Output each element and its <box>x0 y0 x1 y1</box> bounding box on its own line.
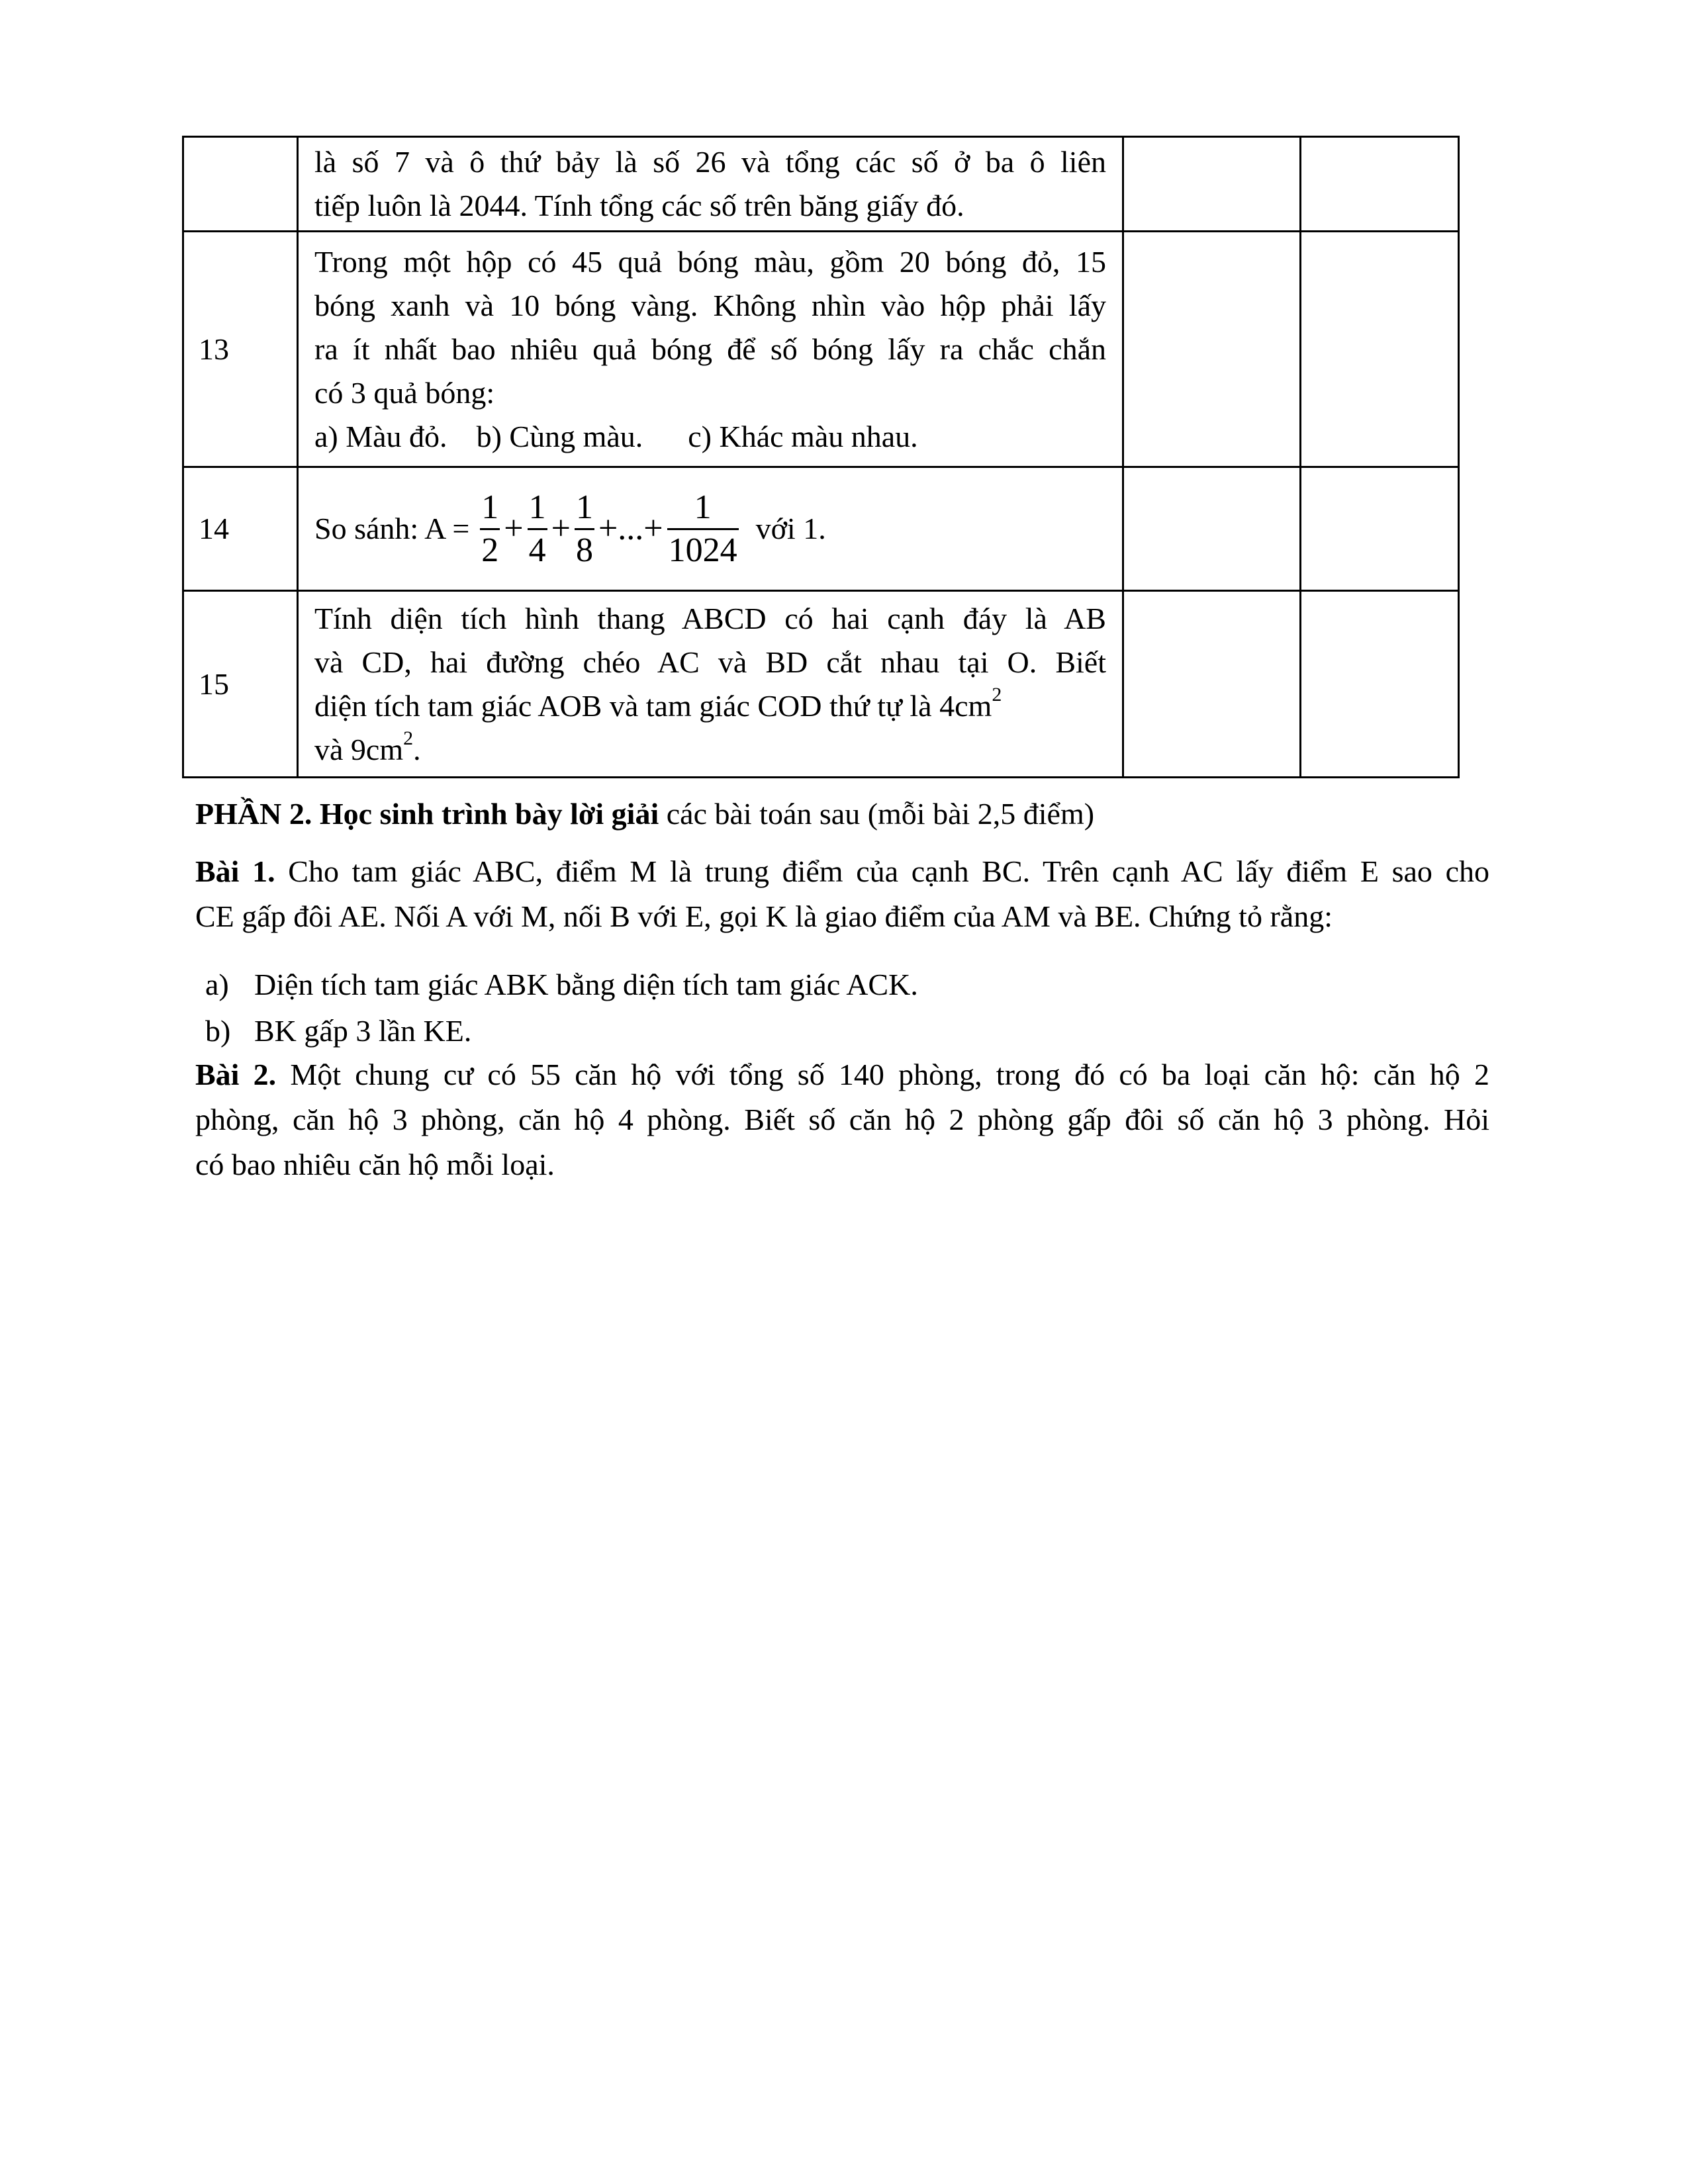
text-segment: Cho tam giác ABC, điểm M là trung điểm của cạnh BC. Trên cạnh AC lấy điểm E sao cho <box>275 854 1490 888</box>
part2-bold: PHẦN 2. Học sinh trình bày lời giải <box>195 797 659 831</box>
question-table <box>182 136 1460 778</box>
list-item <box>205 962 918 1007</box>
option-b: b) Cùng màu. <box>476 419 643 453</box>
question-text <box>298 232 1123 467</box>
text-segment: diện tích tam giác AOB và tam giác COD thứ tự là 4cm <box>314 688 992 723</box>
options-line <box>314 415 1106 459</box>
text-segment: Một chung cư có 55 căn hộ với tổng số 140 phòng, trong đó có ba loại căn hộ: căn hộ 2 <box>276 1058 1489 1091</box>
superscript: 2 <box>403 727 414 750</box>
table-row <box>183 232 1459 467</box>
table-row <box>183 591 1459 778</box>
text-line <box>314 728 1106 772</box>
part2-rest: các bài toán sau (mỗi bài 2,5 điểm) <box>659 797 1095 831</box>
denominator: 8 <box>575 531 593 569</box>
bai1-paragraph <box>195 849 1489 939</box>
text-line: là số 7 và ô thứ bảy là số 26 và tổng các số ở ba ô liên <box>314 145 1106 179</box>
text-line: phòng, căn hộ 3 phòng, căn hộ 4 phòng. Biết số căn hộ 2 phòng gấp đôi số căn hộ 3 phòng. Hỏi <box>195 1103 1489 1136</box>
table-row <box>183 467 1459 591</box>
text-segment: . <box>413 732 421 766</box>
bai2-paragraph <box>195 1052 1489 1187</box>
numerator: 1 <box>667 487 739 530</box>
text-line: tiếp luôn là 2044. Tính tổng các số trên băng giấy đó. <box>314 189 964 222</box>
text-line: ra ít nhất bao nhiêu quả bóng để số bóng lấy ra chắc chắn <box>314 332 1106 366</box>
option-a: a) Màu đỏ. <box>314 419 447 453</box>
text-line <box>195 1052 1489 1097</box>
score-cell <box>1301 467 1459 591</box>
row-number: 14 <box>183 467 298 591</box>
item-text: Diện tích tam giác ABK bằng diện tích tam giác ACK. <box>254 968 918 1001</box>
fraction <box>575 487 594 571</box>
bai1-label: Bài 1. <box>195 854 275 888</box>
item-label: b) <box>205 1014 231 1048</box>
option-c: c) Khác màu nhau. <box>688 419 918 453</box>
answer-cell <box>1123 232 1301 467</box>
fraction <box>667 487 739 571</box>
denominator: 2 <box>481 531 499 569</box>
numerator: 1 <box>575 487 594 530</box>
row-number: 13 <box>183 232 298 467</box>
bai2-label: Bài 2. <box>195 1058 277 1091</box>
numerator: 1 <box>480 487 500 530</box>
score-cell <box>1301 137 1459 232</box>
text-segment: và 9cm <box>314 732 404 766</box>
question-text <box>298 137 1123 232</box>
score-cell <box>1301 232 1459 467</box>
numerator: 1 <box>528 487 547 530</box>
text-line: Tính diện tích hình thang ABCD có hai cạnh đáy là AB <box>314 601 1106 635</box>
item-label: a) <box>205 968 229 1001</box>
table-row <box>183 137 1459 232</box>
text-line: có 3 quả bóng: <box>314 375 495 410</box>
answer-cell <box>1123 137 1301 232</box>
text-line <box>195 849 1489 894</box>
ellipsis: +...+ <box>598 510 663 547</box>
score-cell <box>1301 591 1459 778</box>
math-expression <box>314 471 1106 587</box>
part2-heading <box>195 792 1489 837</box>
fraction <box>480 487 500 571</box>
plus-sign: + <box>504 510 524 547</box>
answer-cell <box>1123 467 1301 591</box>
denominator: 4 <box>528 531 546 569</box>
superscript: 2 <box>992 684 1002 706</box>
text-line: Trong một hộp có 45 quả bóng màu, gồm 20 bóng đỏ, 15 <box>314 244 1106 279</box>
text-line <box>314 684 1106 728</box>
list-item <box>205 1009 471 1054</box>
math-suffix: với 1. <box>755 512 826 545</box>
text-line: và CD, hai đường chéo AC và BD cắt nhau tại O. Biết <box>314 645 1106 679</box>
question-text <box>298 467 1123 591</box>
answer-cell <box>1123 591 1301 778</box>
plus-sign: + <box>551 510 571 547</box>
fraction <box>528 487 547 571</box>
row-number <box>183 137 298 232</box>
text-line: có bao nhiêu căn hộ mỗi loại. <box>195 1148 555 1181</box>
row-number: 15 <box>183 591 298 778</box>
question-text <box>298 591 1123 778</box>
item-text: BK gấp 3 lần KE. <box>254 1014 472 1048</box>
text-line: bóng xanh và 10 bóng vàng. Không nhìn vào hộp phải lấy <box>314 288 1106 322</box>
denominator: 1024 <box>668 531 737 569</box>
math-prefix: So sánh: A = <box>314 512 470 545</box>
text-line: CE gấp đôi AE. Nối A với M, nối B với E, gọi K là giao điểm của AM và BE. Chứng tỏ rằng: <box>195 899 1333 933</box>
